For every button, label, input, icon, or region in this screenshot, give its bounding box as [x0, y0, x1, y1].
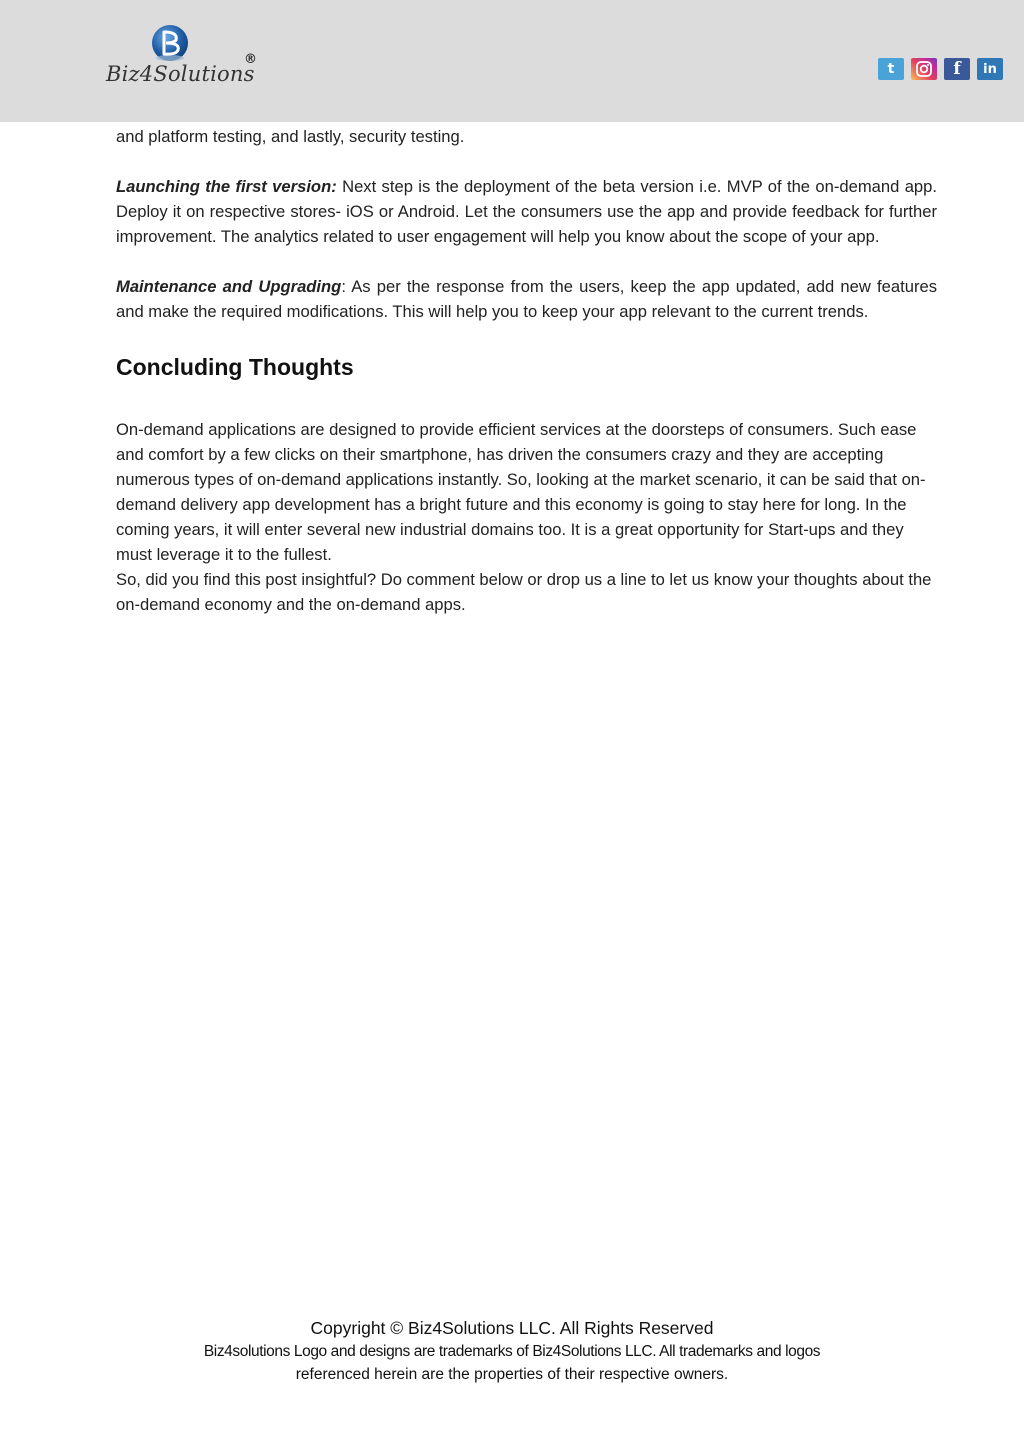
biz4solutions-logo[interactable] — [104, 22, 264, 92]
paragraph-conclusion: On-demand applications are designed to provide efficient services at the doorsteps of consumers. Such ease and comfort by a few clicks on their smartphone, has driven the consumers crazy and they are accepting numerous types of on-demand applications instantly. So, looking at the market scenario, it can be said that on-demand delivery app development has a bright future and this economy is going to stay here for long. In the coming years, it will enter several new industrial domains too. It is a great opportunity for Start-ups and they must leverage it to the fullest. — [116, 419, 926, 565]
maintenance-body: : As per the response from the users, keep the app updated, add new features and make the required modifications. This will help you to keep your app relevant to the current trends. — [116, 277, 937, 322]
trademark-line-2: referenced herein are the properties of their respective owners. — [295, 1366, 729, 1383]
launching-lead: Launching the first version: — [116, 177, 337, 197]
twitter-icon[interactable] — [878, 58, 904, 80]
facebook-icon[interactable] — [944, 58, 970, 80]
social-links — [878, 58, 1003, 80]
paragraph-call-to-action: So, did you find this post insightful? Do comment below or drop us a line to let us know your thoughts about the on-demand economy and the on-demand apps. — [116, 570, 932, 615]
section-heading: Concluding Thoughts — [116, 353, 354, 380]
twitter-glyph: t — [887, 61, 895, 77]
paragraph-testing-tail: and platform testing, and lastly, security testing. — [116, 127, 465, 146]
logo-b-emblem-icon — [104, 22, 264, 66]
maintenance-lead: Maintenance and Upgrading — [116, 277, 342, 297]
linkedin-icon[interactable] — [977, 58, 1003, 80]
logo-wordmark: Biz4Solutions — [106, 62, 255, 86]
launching-body: Next step is the deployment of the beta version i.e. MVP of the on-demand app. Deploy it on respective stores- iOS or Android. Let the consumers use the app and provide feedback for further improvement. The analytics related to user engagement will help you know about the scope of your app. — [116, 177, 937, 247]
spacer — [116, 249, 937, 274]
registered-mark: ® — [244, 52, 257, 67]
trademark-line: Biz4solutions Logo and designs are trademarks of Biz4Solutions LLC. All trademarks and logos — [203, 1343, 821, 1360]
spacer — [116, 149, 937, 174]
paragraph-maintenance — [116, 274, 937, 324]
paragraph-launching — [116, 174, 937, 249]
linkedin-glyph: in — [983, 61, 997, 77]
instagram-icon[interactable] — [911, 58, 937, 80]
instagram-glyph-icon — [915, 60, 933, 78]
page-footer — [0, 1317, 1024, 1386]
copyright-line: Copyright © Biz4Solutions LLC. All Rights Reserved — [310, 1318, 714, 1338]
article-content — [116, 124, 937, 617]
facebook-glyph: f — [953, 59, 961, 79]
page-header — [0, 0, 1024, 122]
